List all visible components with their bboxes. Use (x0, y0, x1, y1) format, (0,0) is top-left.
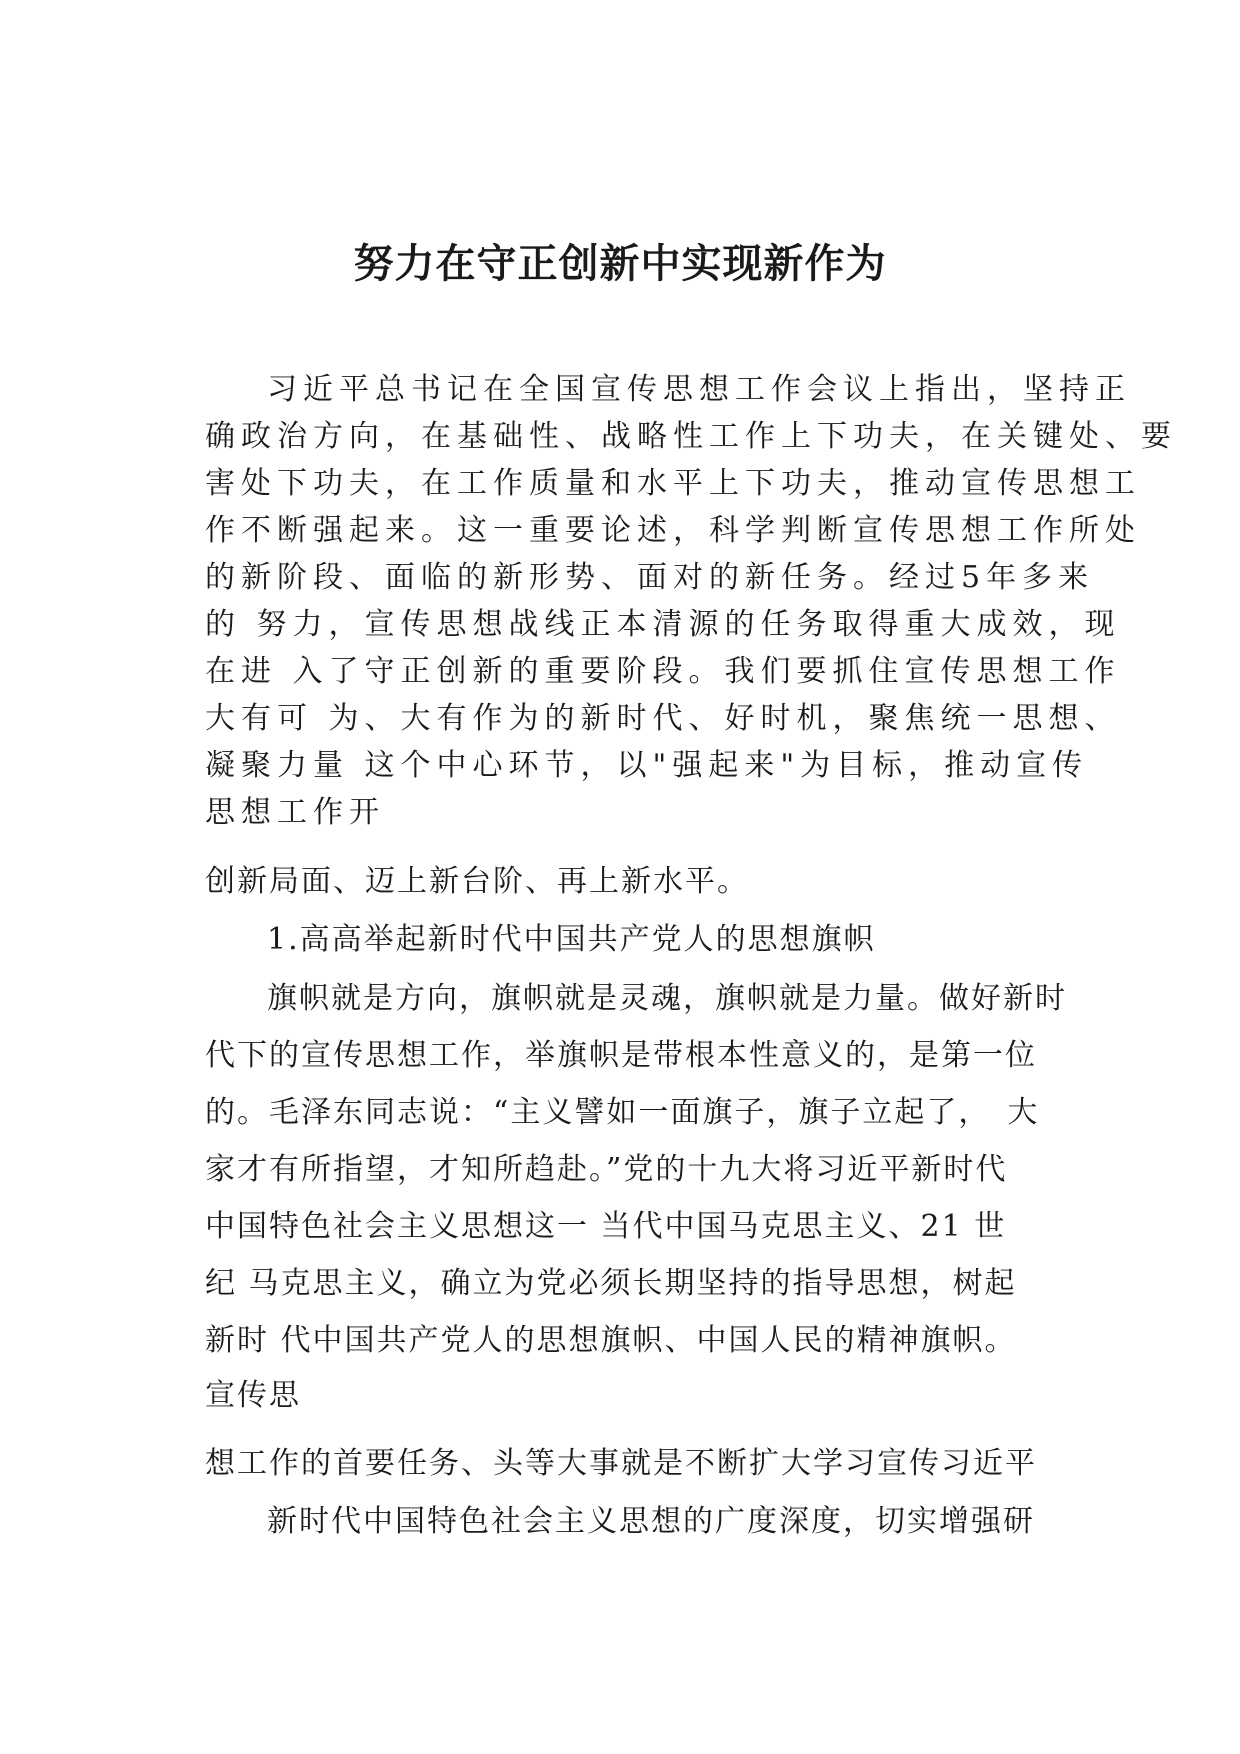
section-heading-1: 1.高高举起新时代中国共产党人的思想旗帜 (267, 922, 876, 957)
paragraph2-line-8: 宣传思 (205, 1378, 301, 1413)
paragraph2-line-3: 的。毛泽东同志说：“主义譬如一面旗子，旗子立起了， 大 (205, 1095, 1040, 1130)
paragraph3-line-1: 想工作的首要任务、头等大事就是不断扩大学习宣传习近平 (205, 1446, 1037, 1481)
paragraph2-line-7: 新时 代中国共产党人的思想旗帜、中国人民的精神旗帜。 (205, 1323, 1017, 1358)
paragraph1-line-5: 的新阶段、面临的新形势、面对的新任务。经过5年多来 (205, 560, 1095, 595)
paragraph2-line-5: 中国特色社会主义思想这一 当代中国马克思主义、21 世 (205, 1209, 1007, 1244)
paragraph1-line-6: 的 努力，宣传思想战线正本清源的任务取得重大成效，现 (205, 607, 1121, 642)
paragraph1-tail: 创新局面、迈上新台阶、再上新水平。 (205, 864, 749, 899)
document-title: 努力在守正创新中实现新作为 (353, 241, 887, 287)
paragraph1-line-2: 确政治方向，在基础性、战略性工作上下功夫，在关键处、要 (205, 419, 1177, 454)
paragraph1-line-4: 作不断强起来。这一重要论述，科学判断宣传思想工作所处 (205, 513, 1141, 548)
paragraph3-line-2: 新时代中国特色社会主义思想的广度深度，切实增强研 (267, 1504, 1035, 1539)
paragraph1-line-3: 害处下功夫，在工作质量和水平上下功夫，推动宣传思想工 (205, 466, 1141, 501)
paragraph2-line-4: 家才有所指望，才知所趋赴。”党的十九大将习近平新时代 (205, 1152, 1008, 1187)
paragraph2-line-1: 旗帜就是方向，旗帜就是灵魂，旗帜就是力量。做好新时 (267, 981, 1067, 1016)
paragraph2-line-6: 纪 马克思主义，确立为党必须长期坚持的指导思想，树起 (205, 1266, 1017, 1301)
paragraph1-line-9: 凝聚力量 这个中心环节，以"强起来"为目标，推动宣传 (205, 748, 1089, 783)
paragraph1-line-10: 思想工作开 (205, 795, 385, 830)
paragraph2-line-2: 代下的宣传思想工作，举旗帜是带根本性意义的，是第一位 (205, 1038, 1037, 1073)
paragraph1-line-8: 大有可 为、大有作为的新时代、好时机，聚焦统一思想、 (205, 701, 1121, 736)
paragraph1-line-7: 在进 入了守正创新的重要阶段。我们要抓住宣传思想工作 (205, 654, 1121, 689)
paragraph1-line-1: 习近平总书记在全国宣传思想工作会议上指出，坚持正 (267, 372, 1131, 407)
